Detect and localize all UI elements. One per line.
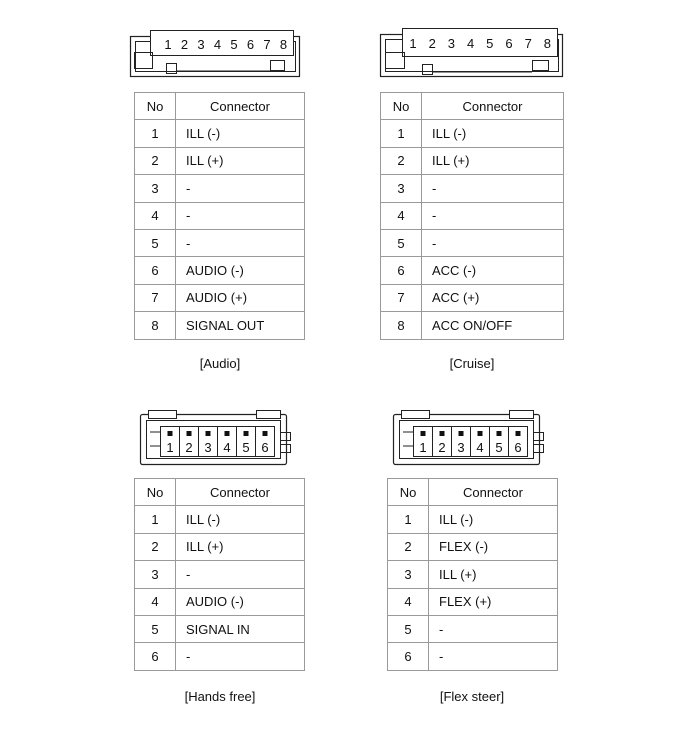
pin-number-label: 3 — [447, 36, 456, 51]
pin-signal: - — [429, 643, 558, 670]
pin-signal: - — [176, 643, 305, 670]
pin-number-label: 1 — [409, 36, 417, 51]
pin-terminal — [478, 431, 483, 436]
pin-signal: ILL (+) — [176, 533, 305, 560]
pin-no: 3 — [388, 561, 429, 588]
pin-no: 7 — [135, 284, 176, 311]
pin-number-label: 6 — [246, 37, 255, 52]
pin-signal: SIGNAL OUT — [176, 312, 305, 339]
pin-signal: AUDIO (-) — [176, 588, 305, 615]
pin-number-label: 5 — [242, 440, 250, 455]
pin-signal: - — [422, 229, 564, 256]
pin-signal: ILL (+) — [176, 147, 305, 174]
hands-free-pin-cells — [161, 427, 275, 457]
pin-no: 2 — [135, 147, 176, 174]
table-row — [381, 257, 564, 284]
no-header: No — [135, 479, 176, 506]
table-row — [135, 284, 305, 311]
hands-free-pin-table — [134, 478, 305, 671]
pin-signal: ILL (-) — [176, 506, 305, 533]
pin-number-label: 8 — [543, 36, 552, 51]
pin-terminal — [225, 431, 230, 436]
table-row — [381, 120, 564, 147]
table-row — [135, 257, 305, 284]
connector-header: Connector — [176, 93, 305, 120]
pin-signal: - — [422, 202, 564, 229]
pin-no: 4 — [388, 588, 429, 615]
pin-number-label: 1 — [164, 37, 172, 52]
pin-no: 5 — [135, 615, 176, 642]
pin-signal: AUDIO (-) — [176, 257, 305, 284]
table-row — [381, 202, 564, 229]
pin-no: 5 — [135, 229, 176, 256]
pin-signal: ILL (-) — [422, 120, 564, 147]
pin-no: 3 — [135, 561, 176, 588]
pin-number-label: 5 — [230, 37, 238, 52]
pin-number-label: 4 — [476, 440, 484, 455]
flex-steer-caption: [Flex steer] — [439, 689, 505, 704]
pin-signal: - — [429, 615, 558, 642]
pin-number-label: 1 — [419, 440, 427, 455]
table-row — [388, 615, 558, 642]
pin-no: 4 — [135, 202, 176, 229]
table-row — [135, 615, 305, 642]
pin-terminal — [440, 431, 445, 436]
table-row — [381, 147, 564, 174]
table-row — [135, 533, 305, 560]
table-row — [135, 312, 305, 339]
table-row — [388, 506, 558, 533]
pin-terminal — [206, 431, 211, 436]
pin-no: 1 — [135, 506, 176, 533]
pin-number-label: 7 — [524, 36, 532, 51]
pin-no: 5 — [381, 229, 422, 256]
pin-signal: - — [422, 175, 564, 202]
no-header: No — [135, 93, 176, 120]
pin-number-label: 7 — [263, 37, 271, 52]
table-row — [381, 312, 564, 339]
audio-caption: [Audio] — [199, 356, 241, 371]
pin-signal: - — [176, 175, 305, 202]
pin-no: 5 — [388, 615, 429, 642]
pin-signal: - — [176, 561, 305, 588]
flex-steer-pin-cells — [414, 427, 528, 457]
cruise-caption: [Cruise] — [449, 356, 495, 371]
pin-no: 3 — [381, 175, 422, 202]
no-header: No — [388, 479, 429, 506]
table-row — [388, 561, 558, 588]
pin-number-label: 5 — [495, 440, 503, 455]
pin-no: 6 — [135, 257, 176, 284]
flex-steer-connector-svg — [393, 410, 553, 468]
pin-number-label: 2 — [438, 440, 446, 455]
hands-free-caption: [Hands free] — [184, 689, 256, 704]
pin-number-label: 2 — [185, 440, 193, 455]
pin-no: 1 — [388, 506, 429, 533]
pin-no: 4 — [135, 588, 176, 615]
pin-signal: ILL (+) — [429, 561, 558, 588]
pin-signal: AUDIO (+) — [176, 284, 305, 311]
pin-number-label: 6 — [505, 36, 513, 51]
pin-signal: FLEX (-) — [429, 533, 558, 560]
pin-signal: FLEX (+) — [429, 588, 558, 615]
pin-number-label: 2 — [180, 37, 189, 52]
table-row — [135, 202, 305, 229]
table-header-row — [381, 93, 564, 120]
pin-no: 6 — [381, 257, 422, 284]
audio-connector-svg — [130, 30, 310, 80]
table-row — [381, 284, 564, 311]
pin-number-label: 2 — [428, 36, 436, 51]
hands-free-connector-diagram — [140, 410, 300, 468]
table-row — [135, 147, 305, 174]
pin-no: 6 — [388, 643, 429, 670]
pin-signal: - — [176, 229, 305, 256]
pin-no: 6 — [135, 643, 176, 670]
pin-signal: ACC (+) — [422, 284, 564, 311]
pin-terminal — [244, 431, 249, 436]
pin-no: 1 — [135, 120, 176, 147]
table-row — [135, 229, 305, 256]
pin-number-label: 4 — [213, 37, 222, 52]
table-row — [381, 175, 564, 202]
audio-pin-table — [134, 92, 305, 340]
pin-no: 2 — [388, 533, 429, 560]
pin-terminal — [421, 431, 426, 436]
cruise-connector-diagram — [380, 28, 570, 80]
no-header: No — [381, 93, 422, 120]
table-row — [135, 643, 305, 670]
table-row — [388, 533, 558, 560]
pin-no: 1 — [381, 120, 422, 147]
pin-no: 8 — [135, 312, 176, 339]
pin-no: 3 — [135, 175, 176, 202]
table-row — [135, 120, 305, 147]
flex-steer-pin-table — [387, 478, 558, 671]
pin-number-label: 8 — [279, 37, 288, 52]
pin-number-label: 6 — [514, 440, 522, 455]
pin-signal: - — [176, 202, 305, 229]
pin-no: 2 — [381, 147, 422, 174]
pin-terminal — [168, 431, 173, 436]
table-row — [135, 588, 305, 615]
pin-number-label: 5 — [486, 36, 494, 51]
audio-connector-diagram — [130, 30, 310, 80]
cruise-pin-table — [380, 92, 564, 340]
table-header-row — [388, 479, 558, 506]
pin-no: 2 — [135, 533, 176, 560]
table-row — [135, 506, 305, 533]
pin-signal: SIGNAL IN — [176, 615, 305, 642]
pin-no: 4 — [381, 202, 422, 229]
flex-steer-connector-diagram — [393, 410, 553, 468]
table-row — [135, 561, 305, 588]
pin-terminal — [497, 431, 502, 436]
connector-header: Connector — [422, 93, 564, 120]
pin-signal: ACC ON/OFF — [422, 312, 564, 339]
pin-number-label: 3 — [204, 440, 212, 455]
pin-signal: ILL (-) — [429, 506, 558, 533]
table-row — [388, 588, 558, 615]
connector-header: Connector — [176, 479, 305, 506]
hands-free-connector-svg — [140, 410, 300, 468]
table-row — [388, 643, 558, 670]
table-row — [135, 175, 305, 202]
pin-terminal — [187, 431, 192, 436]
pin-no: 8 — [381, 312, 422, 339]
pin-signal: ACC (-) — [422, 257, 564, 284]
pin-signal: ILL (-) — [176, 120, 305, 147]
pin-number-label: 3 — [457, 440, 465, 455]
connector-header: Connector — [429, 479, 558, 506]
table-header-row — [135, 479, 305, 506]
pin-number-label: 4 — [466, 36, 475, 51]
table-row — [381, 229, 564, 256]
pin-number-label: 6 — [261, 440, 269, 455]
pin-number-label: 1 — [166, 440, 174, 455]
cruise-connector-svg — [380, 28, 570, 80]
pin-signal: ILL (+) — [422, 147, 564, 174]
pin-number-label: 4 — [223, 440, 231, 455]
pin-number-label: 3 — [197, 37, 205, 52]
pin-no: 7 — [381, 284, 422, 311]
pin-terminal — [516, 431, 521, 436]
pin-terminal — [459, 431, 464, 436]
table-header-row — [135, 93, 305, 120]
pin-terminal — [263, 431, 268, 436]
